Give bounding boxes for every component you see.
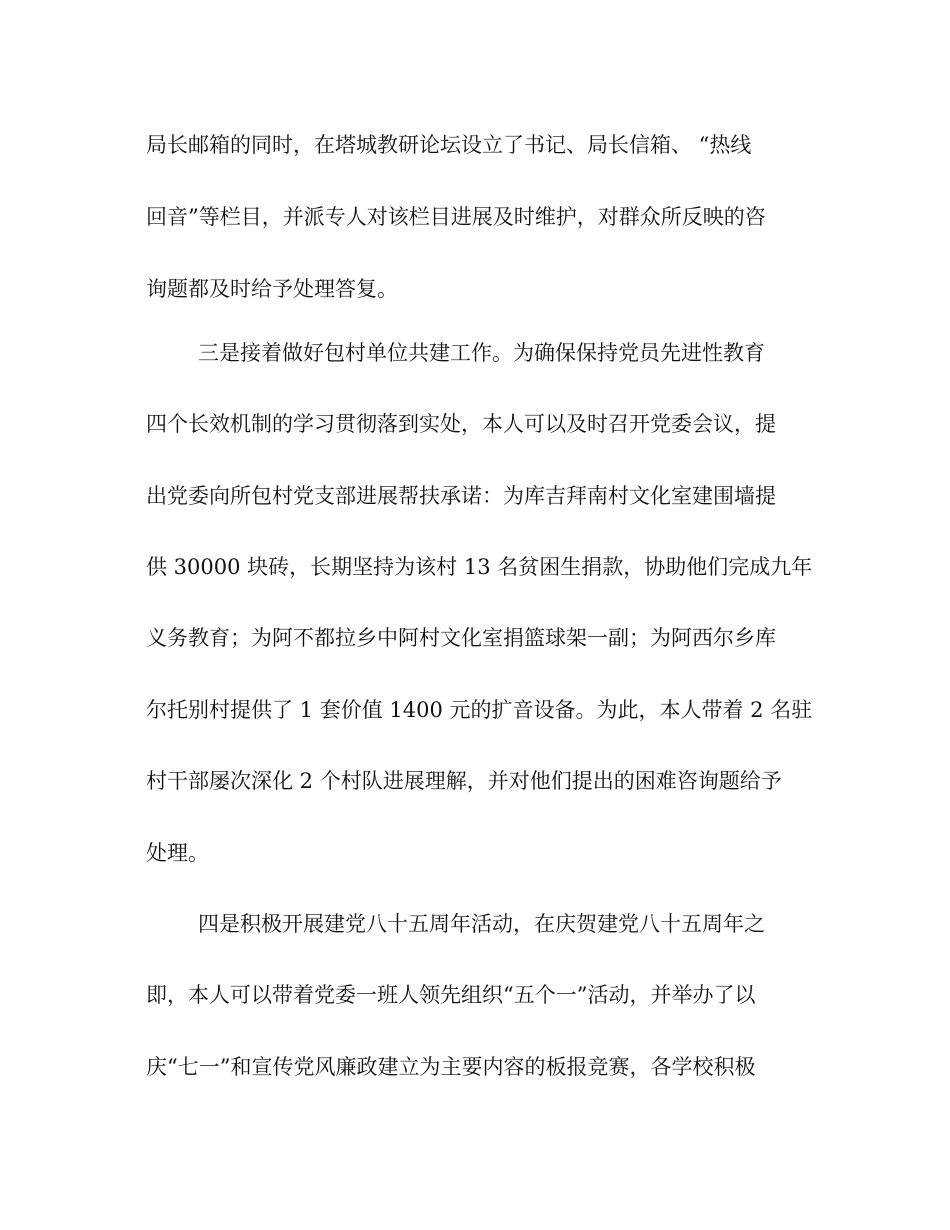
paragraph-line: 处理。 <box>146 841 209 865</box>
paragraph-line: 出党委向所包村党支部进展帮扶承诺：为库吉拜南村文化室建围墙提 <box>146 484 776 508</box>
paragraph-line: 义务教育；为阿不都拉乡中阿村文化室捐篮球架一副；为阿西尔乡库 <box>146 626 776 650</box>
paragraph-line: 询题都及时给予处理答复。 <box>146 277 398 301</box>
paragraph-line: 村干部屡次深化 2 个村队进展理解，并对他们提出的困难咨询题给予 <box>146 769 782 793</box>
paragraph-line: 即，本人可以带着党委一班人领先组织“五个一”活动，并举办了以 <box>146 983 756 1007</box>
paragraph-line: 庆“七一”和宣传党风廉政建立为主要内容的板报竞赛，各学校积极 <box>146 1055 756 1079</box>
paragraph-line: 局长邮箱的同时，在塔城教研论坛设立了书记、局长信箱、 “热线 <box>146 133 752 157</box>
paragraph-line: 供 30000 块砖，长期坚持为该村 13 名贫困生捐款，协助他们完成九年 <box>146 555 813 579</box>
paragraph-line: 回音”等栏目，并派专人对该栏目进展及时维护，对群众所反映的咨 <box>146 205 766 229</box>
paragraph-line: 三是接着做好包村单位共建工作。为确保保持党员先进性教育 <box>198 341 765 365</box>
paragraph-line: 四是积极开展建党八十五周年活动，在庆贺建党八十五周年之 <box>198 912 765 936</box>
paragraph-line: 尔托别村提供了 1 套价值 1400 元的扩音设备。为此，本人带着 2 名驻 <box>146 698 813 722</box>
paragraph-line: 四个长效机制的学习贯彻落到实处，本人可以及时召开党委会议，提 <box>146 412 776 436</box>
